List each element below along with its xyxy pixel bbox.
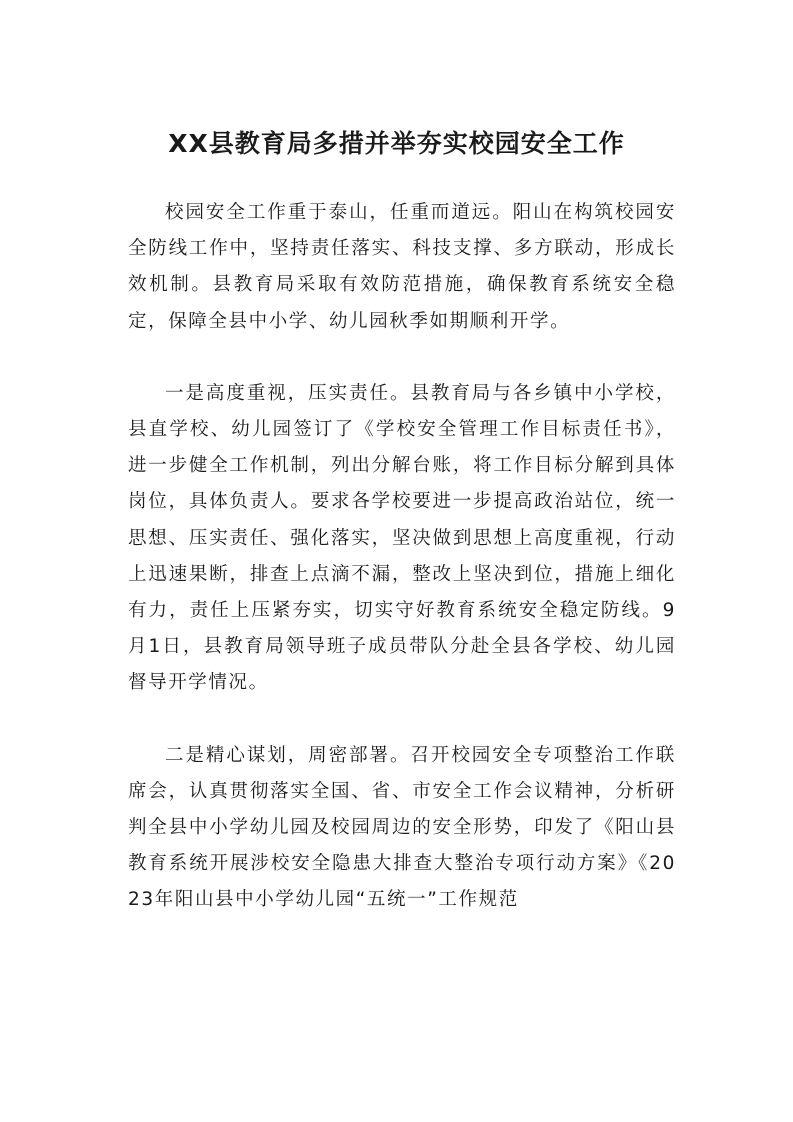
paragraph-point-two: 二是精心谋划，周密部署。召开校园安全专项整治工作联席会，认真贯彻落实全国、省、市安全工作会议精神，分析研判全县中小学幼儿园及校园周边的安全形势，印发了《阳山县教育系统开展涉校安全隐患大排查大整治专项行动方案》《2023年阳山县中小学幼儿园“五统一”工作规范	[128, 744, 676, 911]
paragraph-intro: 校园安全工作重于泰山，任重而道远。阳山在构筑校园安全防线工作中，坚持责任落实、科技支撑、多方联动，形成长效机制。县教育局采取有效防范措施，确保教育系统安全稳定，保障全县中小学、幼儿园秋季如期顺利开学。	[128, 202, 676, 332]
document-body	[128, 195, 676, 919]
document-title: XX县教育局多措并举夯实校园安全工作	[168, 129, 625, 158]
paragraph-point-one: 一是高度重视，压实责任。县教育局与各乡镇中小学校，县直学校、幼儿园签订了《学校安全管理工作目标责任书》，进一步健全工作机制，列出分解台账，将工作目标分解到具体岗位，具体负责人。要求各学校要进一步提高政治站位，统一思想、压实责任、强化落实，坚决做到思想上高度重视，行动上迅速果断，排查上点滴不漏，整改上坚决到位，措施上细化有力，责任上压紧夯实，切实守好教育系统安全稳定防线。9月1日，县教育局领导班子成员带队分赴全县各学校、幼儿园督导开学情况。	[128, 382, 676, 694]
